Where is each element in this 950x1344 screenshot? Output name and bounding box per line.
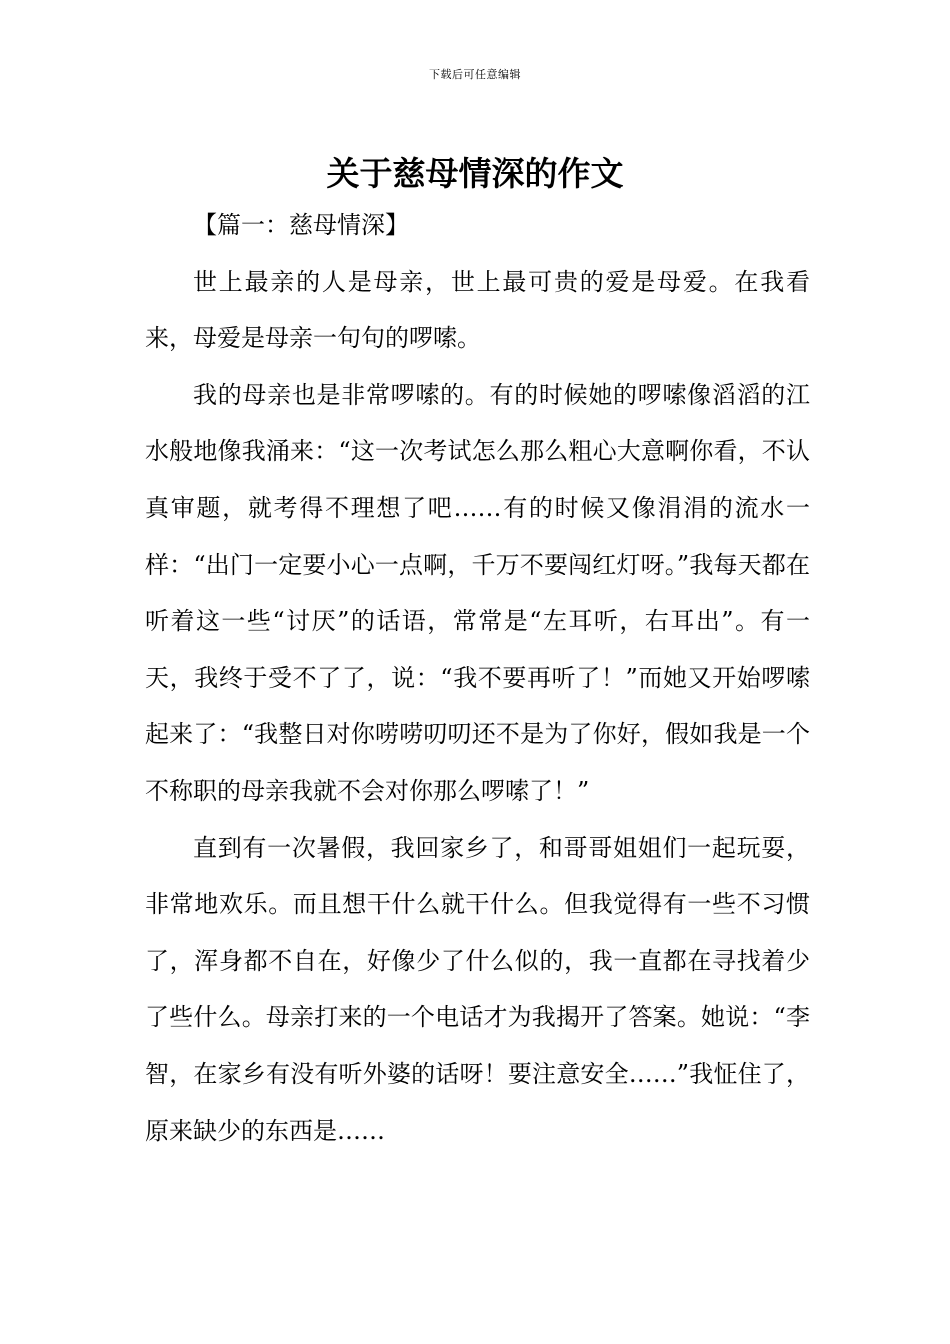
document-body (145, 197, 810, 1159)
header-note: 下载后可任意编辑 (429, 68, 521, 81)
paragraph-1: 世上最亲的人是母亲，世上最可贵的爱是母爱。在我看来，母爱是母亲一句句的啰嗦。 (145, 267, 810, 353)
document-title: 关于慈母情深的作文 (326, 154, 624, 194)
section-heading: 【篇一：慈母情深】 (193, 211, 409, 239)
paragraph-2: 我的母亲也是非常啰嗦的。有的时候她的啰嗦像滔滔的江水般地像我涌来：“这一次考试怎么那么粗心大意啊你看，不认真审题，就考得不理想了吧……有的时候又像涓涓的流水一样：“出门一定要小心一点啊，千万不要闯红灯呀。”我每天都在听着这一些“讨厌”的话语，常常是“左耳听，右耳出”。有一天，我终于受不了了，说：“我不要再听了！”而她又开始啰嗦起来了：“我整日对你唠唠叨叨还不是为了你好，假如我是一个不称职的母亲我就不会对你那么啰嗦了！” (145, 380, 810, 805)
paragraph-3: 直到有一次暑假，我回家乡了，和哥哥姐姐们一起玩耍，非常地欢乐。而且想干什么就干什么。但我觉得有一些不习惯了，浑身都不自在，好像少了什么似的，我一直都在寻找着少了些什么。母亲打来的一个电话才为我揭开了答案。她说：“李智，在家乡有没有听外婆的话呀！要注意安全……”我怔住了，原来缺少的东西是…… (145, 833, 810, 1145)
